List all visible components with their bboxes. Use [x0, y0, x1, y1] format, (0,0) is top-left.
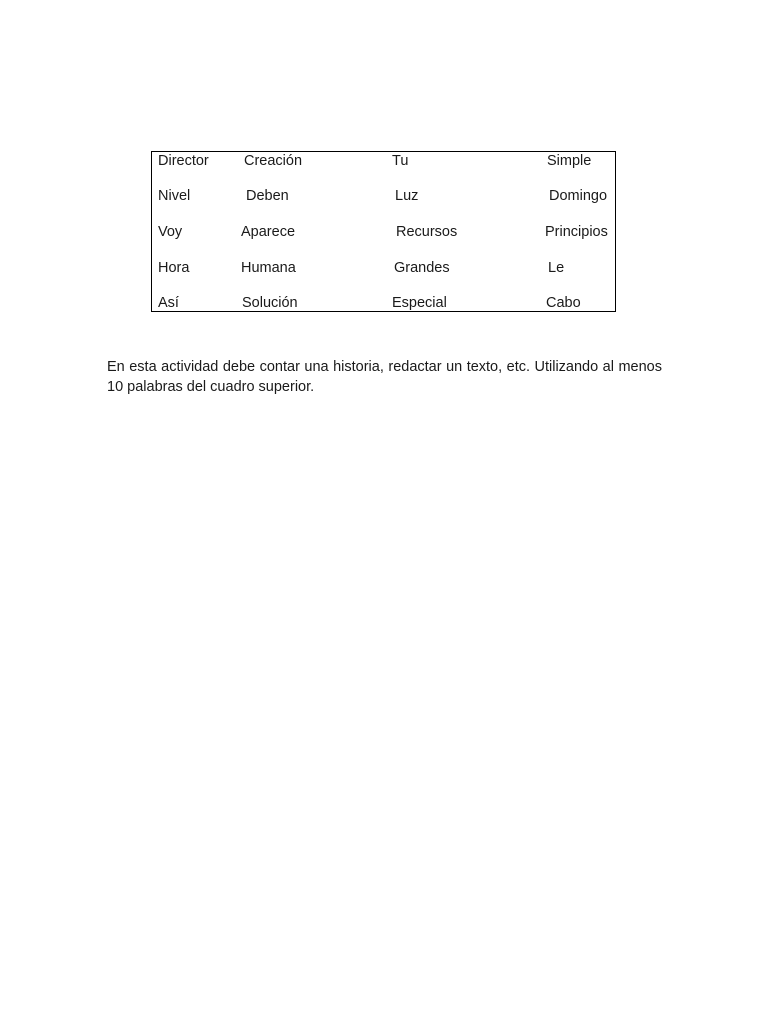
instructions-paragraph: En esta actividad debe contar una historia, redactar un texto, etc. Utilizando al menos 10 palabras del cuadro superior.: [107, 359, 662, 395]
table-cell: Simple: [547, 153, 592, 169]
table-cell: Nivel: [158, 188, 191, 204]
table-cell: Principios: [545, 224, 608, 240]
table-cell: Luz: [395, 188, 419, 204]
table-cell: Así: [158, 295, 179, 311]
table-cell: Recursos: [396, 224, 458, 240]
table-cell: Cabo: [546, 295, 581, 311]
table-cell: Humana: [241, 260, 296, 276]
table-cell: Deben: [246, 188, 289, 204]
table-cell: Tu: [392, 153, 409, 169]
table-cell: Hora: [158, 260, 190, 276]
table-cell: Grandes: [394, 260, 450, 276]
table-cell: Especial: [392, 295, 447, 311]
table-cell: Solución: [242, 295, 298, 311]
table-cell: Creación: [244, 153, 303, 169]
table-cell: Domingo: [549, 188, 608, 204]
table-cell: Le: [548, 260, 565, 276]
table-cell: Voy: [158, 224, 183, 240]
word-table: [151, 151, 616, 312]
table-cell: Aparece: [241, 224, 296, 240]
table-cell: Director: [158, 153, 209, 169]
